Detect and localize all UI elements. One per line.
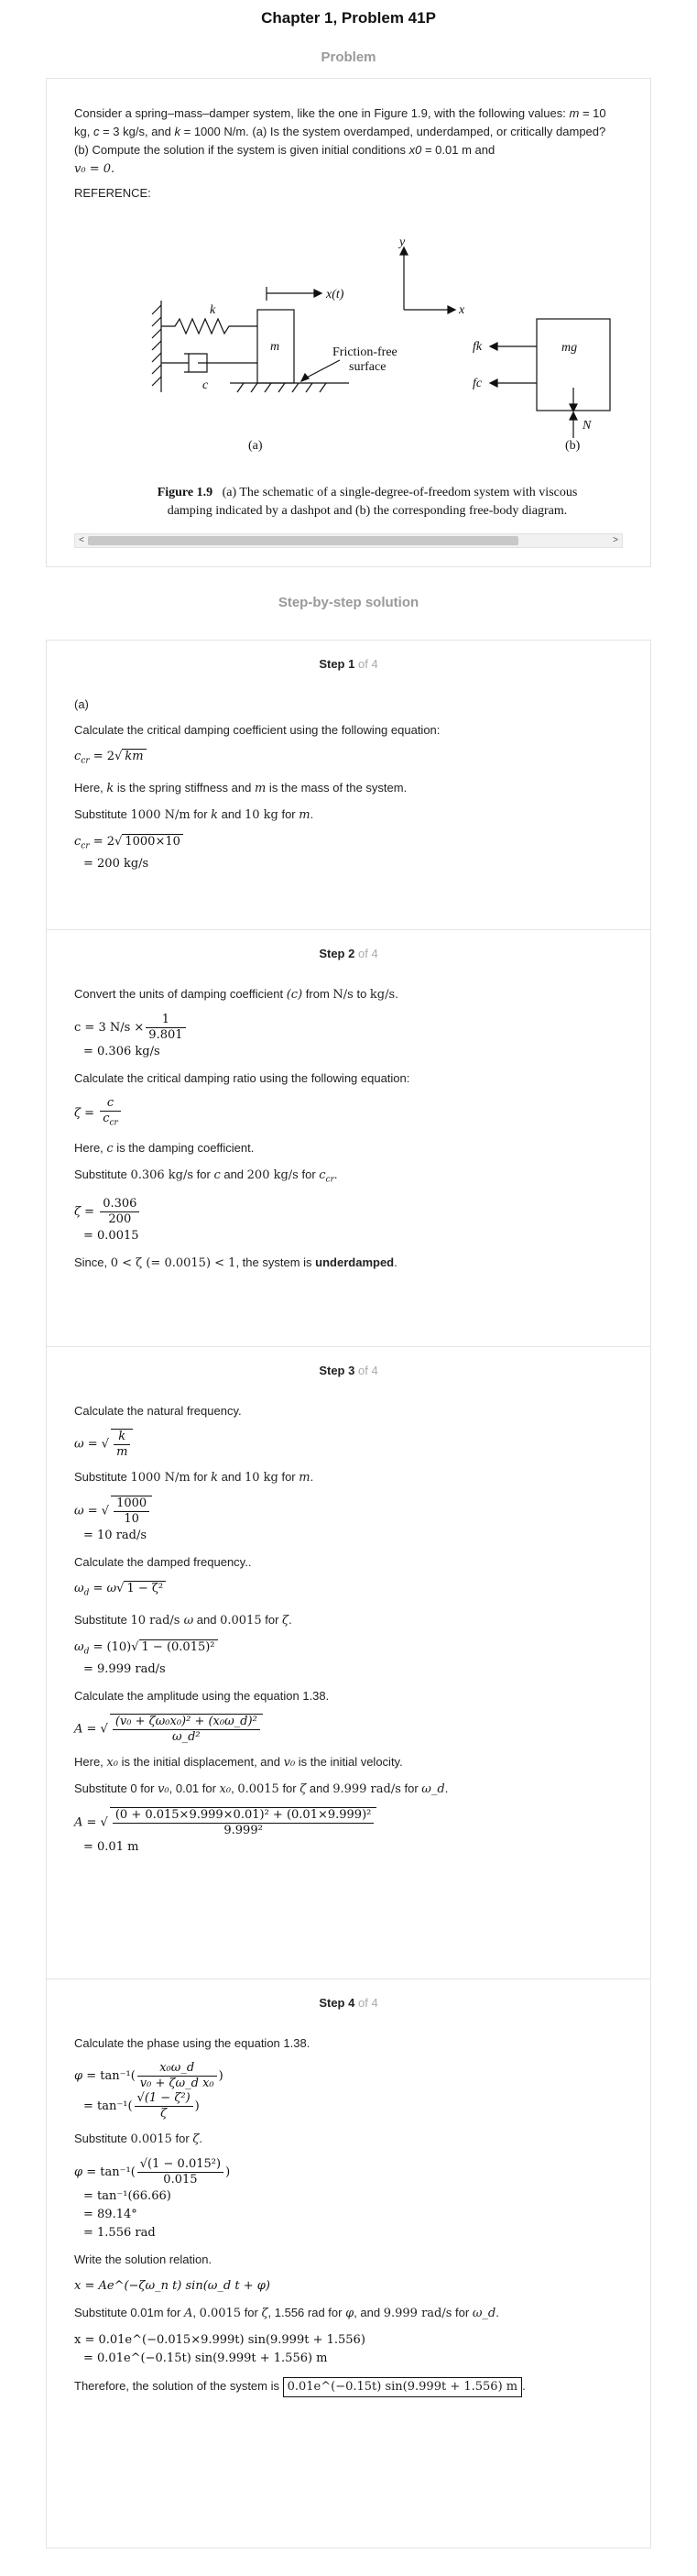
s3-eq3-rhs: = ω xyxy=(89,1582,117,1595)
s3-l2h: m xyxy=(299,1471,310,1485)
figure-diagram xyxy=(74,209,660,484)
problem-text-2: = 10 kg, xyxy=(74,106,606,138)
step-word: Step xyxy=(319,1996,345,2010)
s2-eq1-result: = 0.306 kg/s xyxy=(83,1045,160,1058)
problem-text-1: Consider a spring–mass–damper system, like the one in Figure 1.9, with the following values: xyxy=(74,106,570,120)
problem-x0: x0 xyxy=(408,143,422,157)
figure-1-9 xyxy=(74,209,660,539)
s1-l3f: 10 kg xyxy=(244,807,278,822)
s4-l4c: , xyxy=(192,2306,200,2319)
s2-l5d: underdamped xyxy=(315,1255,395,1270)
s3-l7j: 9.999 rad/s xyxy=(332,1782,401,1797)
s3-eq4: $\omega_d = (10)√$ 1 − (0.015)² = 9.999 rad/s xyxy=(74,1639,623,1680)
s4-line1: Calculate the phase using the equation 1.38. xyxy=(74,2036,310,2050)
fig-friction-1: Friction-free xyxy=(332,345,398,359)
s1-l3d: k xyxy=(211,807,219,822)
s4-eq2-tan: = tan⁻¹ xyxy=(83,2099,128,2113)
step-number: 2 xyxy=(348,947,355,960)
s3-l7c: , 0.01 for xyxy=(169,1781,220,1796)
s3-eq2-den: 10 xyxy=(124,1512,139,1526)
s3-line5: Calculate the amplitude using the equation 1.38. xyxy=(74,1689,330,1704)
spring xyxy=(161,319,257,334)
s2-eq2-num: c xyxy=(100,1096,121,1112)
s4-l4e: for xyxy=(241,2306,262,2319)
s2-eq1 xyxy=(74,1013,623,1061)
problem-text-5: = 0.01 m and xyxy=(421,143,496,157)
s3-l7a: Substitute 0 for xyxy=(74,1781,158,1796)
s2-eq3-num: 0.306 xyxy=(100,1197,139,1212)
s4-eq2-den: ζ xyxy=(160,2107,168,2121)
fig-c-label: c xyxy=(202,378,209,392)
s1-eq2-sub: cr xyxy=(81,841,90,851)
s3-eq4-lhs: ω xyxy=(74,1639,84,1654)
s3-line1: Calculate the natural frequency. xyxy=(74,1404,242,1418)
s3-l7f: 0.0015 xyxy=(237,1782,279,1797)
s4-eq3: φ = tan⁻¹( $\frac{\text{√(1 − 0.015²)}}{0.015}$ ) = tan⁻¹(66.66) = 89.14° = 1.556 rad xyxy=(74,2157,231,2240)
s3-eq4-sub: d xyxy=(83,1647,90,1657)
step-number: 1 xyxy=(348,657,355,671)
s3-l7b: v₀ xyxy=(158,1782,169,1797)
fig-k-label: k xyxy=(210,303,216,317)
fig-axis-x: x xyxy=(459,303,465,317)
chapter-title: Chapter 1, Problem 41P xyxy=(261,9,436,27)
scroll-right-icon[interactable]: > xyxy=(613,535,618,545)
s4-l4j: 9.999 rad/s xyxy=(383,2307,452,2320)
s4-l2e: . xyxy=(199,2132,203,2145)
s4-l5a: Therefore, the solution of the system is xyxy=(74,2379,283,2393)
s3-l4c: ω xyxy=(180,1613,194,1628)
s4-eq1-num: x₀ω_d xyxy=(137,2061,217,2077)
figure-caption xyxy=(74,484,660,521)
figure-caption-bold: Figure 1.9 xyxy=(157,486,213,499)
s3-l2b: 1000 N/m xyxy=(130,1471,191,1485)
step-4 xyxy=(47,1979,650,2548)
s1-line2 xyxy=(74,780,623,797)
reference-label: REFERENCE: xyxy=(74,186,151,200)
problem-heading: Problem xyxy=(321,49,376,65)
s1-l2e: is the mass of the system. xyxy=(266,780,408,795)
s3-l7h: ζ xyxy=(299,1782,307,1797)
s2-eq2: ζ = $\frac{c}{c_{cr}}$ xyxy=(74,1096,623,1131)
s3-l6e: is the initial velocity. xyxy=(295,1755,403,1770)
step-word: Step xyxy=(319,1364,345,1377)
s3-eq5: A = √ $\frac{\text{(v₀ + ζω₀x₀)² + (x₀ω\_d)²}}{\text{ω\_d²}}$ xyxy=(74,1714,623,1745)
s3-eq5-lhs: A xyxy=(74,1722,83,1737)
s1-l3g: for xyxy=(278,806,299,821)
s2-line2: Calculate the critical damping ratio using the following equation: xyxy=(74,1071,410,1085)
problem-text-3: = 3 kg/s, and xyxy=(99,125,175,138)
s4-eq2-frac xyxy=(135,2091,193,2121)
s4-eq5-a: x = 0.01e^(−0.015×9.999t) sin(9.999t + 1.556) xyxy=(74,2333,365,2347)
step-number: 4 xyxy=(348,1996,355,2010)
s3-eq2-frac xyxy=(111,1496,152,1527)
s2-l4g: for xyxy=(298,1167,320,1181)
fig-fc: fc xyxy=(473,377,483,390)
step-2-title xyxy=(74,947,623,960)
s2-l4f: 200 kg/s xyxy=(246,1167,299,1182)
s3-l2a: Substitute xyxy=(74,1470,131,1484)
s2-l4d: c xyxy=(213,1167,221,1182)
s4-eq5 xyxy=(74,2331,623,2368)
s3-eq1-omega: ω xyxy=(74,1437,84,1452)
s3-l4f: for xyxy=(261,1612,283,1627)
s2-l3c: is the damping coefficient. xyxy=(113,1140,255,1155)
fig-label-a: (a) xyxy=(248,439,263,453)
s1-eq2-result: = 200 kg/s xyxy=(83,857,149,871)
s2-l4h-sub: cr xyxy=(325,1175,334,1185)
s3-l7d: x₀ xyxy=(219,1782,232,1797)
s1-part: (a) xyxy=(74,697,89,711)
s2-eq3-frac xyxy=(100,1197,139,1227)
s4-eq3-r2: = 89.14° xyxy=(83,2208,137,2221)
s1-l3i: . xyxy=(310,806,314,821)
figure-caption-text-2: damping indicated by a dashpot and (b) the corresponding free-body diagram. xyxy=(167,504,568,518)
problem-text-4: = 1000 N/m. (a) Is the system overdamped, underdamped, or critically damped? (b) Compute the solution if the system is given initial conditions xyxy=(74,125,606,157)
s2-l1f: kg/s xyxy=(369,988,396,1002)
s2-l5c: , the system is xyxy=(235,1255,316,1270)
problem-statement xyxy=(74,104,623,179)
s3-eq4-result: = 9.999 rad/s xyxy=(83,1662,166,1677)
s2-l1e: to xyxy=(353,987,370,1001)
fig-n: N xyxy=(583,419,592,433)
s2-eq3: ζ = $\frac{0.306}{200}$ = 0.0015 xyxy=(74,1197,139,1244)
s4-l4b: A xyxy=(183,2307,193,2320)
s1-l2c: is the spring stiffness and xyxy=(114,780,255,795)
s4-l4h: φ xyxy=(345,2307,354,2320)
step-2 xyxy=(47,930,650,1347)
s3-l2c: for xyxy=(190,1470,212,1484)
s4-l4f: ζ xyxy=(261,2307,268,2320)
steps-card xyxy=(46,640,651,2549)
solution-heading: Step-by-step solution xyxy=(278,595,419,610)
s2-line3 xyxy=(74,1140,623,1157)
s3-eq5-num: (v₀ + ζω₀x₀)² + (x₀ω_d)² xyxy=(113,1715,260,1730)
s4-l2b: 0.0015 xyxy=(130,2132,172,2146)
s4-eq1-phi: φ xyxy=(74,2069,83,2083)
step-1-title xyxy=(74,657,623,671)
s3-l2i: . xyxy=(310,1470,314,1484)
s2-l5a: Since, xyxy=(74,1255,111,1270)
s3-eq6-lhs: A xyxy=(74,1815,83,1830)
s2-l4c: for xyxy=(193,1167,214,1181)
s2-l5b: 0 < ζ (= 0.0015) < 1 xyxy=(110,1256,236,1271)
s3-eq3-lhs: ω xyxy=(74,1582,84,1595)
s4-line5 xyxy=(74,2377,623,2397)
s2-eq3-result: = 0.0015 xyxy=(83,1229,139,1244)
s4-l4a: Substitute 0.01m for xyxy=(74,2306,184,2319)
s2-eq2-den xyxy=(100,1112,121,1131)
s3-l7m: . xyxy=(444,1781,449,1796)
s2-l4i: . xyxy=(333,1167,338,1181)
s4-l2a: Substitute xyxy=(74,2132,131,2145)
problem-card xyxy=(46,78,651,567)
fig-mg: mg xyxy=(561,341,578,355)
s4-l4d: 0.0015 xyxy=(199,2307,242,2320)
s2-l3a: Here, xyxy=(74,1140,107,1155)
problem-c-symbol: c xyxy=(93,125,100,138)
s4-final-answer: 0.01e^(−0.15t) sin(9.999t + 1.556) m xyxy=(283,2377,523,2397)
s3-eq2: ω = √ $\frac{1000}{10}$ = 10 rad/s xyxy=(74,1496,623,1545)
s3-l7e: , xyxy=(231,1781,238,1796)
step-3-title xyxy=(74,1364,623,1377)
s4-eq1: φ = tan⁻¹( $\frac{\text{x₀ω\_d}}{\text{v₀ + ζω\_d x₀}}$ ) = tan⁻¹( $\frac{\text{√(1 − ζ²)}}{\zeta}$ ) xyxy=(74,2061,223,2121)
step-word: Step xyxy=(319,657,345,671)
s4-eq2-num: √(1 − ζ²) xyxy=(135,2091,193,2107)
s3-l2f: 10 kg xyxy=(244,1471,278,1485)
s1-eq1: $c_{cr} = 2√$ km xyxy=(74,748,623,771)
s4-eq1-den: v₀ + ζω_d x₀ xyxy=(139,2077,214,2090)
s4-eq3-r1: = tan⁻¹(66.66) xyxy=(83,2189,171,2203)
s4-eq3-phi: φ xyxy=(74,2165,83,2179)
s3-eq3-rad: 1 − ζ² xyxy=(124,1581,166,1595)
s2-l4b: 0.306 kg/s xyxy=(130,1167,194,1182)
s2-eq2-zeta: ζ xyxy=(74,1106,82,1121)
s4-l4k: for xyxy=(452,2306,473,2319)
s4-eq3-frac xyxy=(137,2157,223,2187)
s1-line3 xyxy=(74,806,623,824)
s3-eq6-frac xyxy=(110,1807,377,1838)
s1-eq1-rhs: = 2 xyxy=(89,750,115,763)
step-number: 3 xyxy=(348,1364,355,1377)
scroll-left-icon[interactable]: < xyxy=(79,535,84,545)
s3-eq4-rad: 1 − (0.015)² xyxy=(139,1639,218,1654)
s3-l2g: for xyxy=(278,1470,299,1484)
s2-eq1-lhs: c = 3 N/s × xyxy=(74,1021,145,1035)
s3-line2 xyxy=(74,1469,623,1486)
s2-eq1-frac xyxy=(146,1013,185,1043)
s2-eq3-zeta: ζ xyxy=(74,1205,82,1220)
s4-line4 xyxy=(74,2305,623,2322)
s4-eq3-num: √(1 − 0.015²) xyxy=(137,2157,223,2173)
s4-eq3-r3: = 1.556 rad xyxy=(83,2226,156,2240)
s2-l1b: (c) xyxy=(286,988,303,1002)
s1-l2b: k xyxy=(106,781,114,795)
s3-eq1-den: m xyxy=(116,1445,128,1459)
s2-l4a: Substitute xyxy=(74,1167,131,1181)
problem-k-symbol: k xyxy=(174,125,180,138)
s3-l7k: for xyxy=(400,1781,422,1796)
s3-l6d: v₀ xyxy=(283,1756,296,1770)
s1-l3b: 1000 N/m xyxy=(130,807,191,822)
s2-l1d: N/s xyxy=(332,988,354,1002)
s2-line4 xyxy=(74,1167,623,1189)
s2-eq1-num: 1 xyxy=(146,1013,185,1028)
step-of-label: of 4 xyxy=(357,1996,378,2010)
s3-l7l: ω_d xyxy=(421,1782,445,1797)
s4-l4m: . xyxy=(496,2306,499,2319)
s4-eq4: x = Ae^(−ζω_n t) sin(ω_d t + φ) xyxy=(74,2279,270,2293)
s4-l5c: . xyxy=(522,2379,526,2393)
s4-eq3-den: 0.015 xyxy=(163,2173,198,2187)
s4-l2d: ζ xyxy=(192,2132,200,2146)
s3-l4d: and xyxy=(193,1612,221,1627)
s3-l2e: and xyxy=(218,1470,245,1484)
step-of-label: of 4 xyxy=(357,947,378,960)
fig-axis-y: y xyxy=(399,236,406,249)
s4-eq1-frac xyxy=(137,2061,217,2091)
s4-eq1-tan: = tan⁻¹ xyxy=(82,2069,131,2083)
s3-eq6-den: 9.999² xyxy=(223,1824,263,1838)
s4-l4i: , and xyxy=(354,2306,384,2319)
s3-l4g: ζ xyxy=(282,1613,289,1628)
s3-eq3-sub: d xyxy=(83,1588,90,1598)
s3-l4a: Substitute xyxy=(74,1612,131,1627)
s2-eq1-den: 9.801 xyxy=(148,1028,183,1042)
s3-eq2-result: = 10 rad/s xyxy=(83,1529,147,1542)
s1-eq1-sub: cr xyxy=(81,756,90,766)
s2-eq2-den-c: c xyxy=(103,1112,110,1125)
s3-line3: Calculate the damped frequency.. xyxy=(74,1555,252,1569)
s3-l6c: is the initial displacement, and xyxy=(117,1755,284,1770)
s2-l4e: and xyxy=(220,1167,247,1181)
s2-l1a: Convert the units of damping coefficient xyxy=(74,987,287,1001)
s3-l6b: x₀ xyxy=(106,1756,118,1770)
s4-l4g: , 1.556 rad for xyxy=(267,2306,346,2319)
s1-l3a: Substitute xyxy=(74,806,131,821)
s3-eq6: A = √ $\frac{\text{(0 + 0.015×9.999×0.01)² + (0.01×9.999)²}}{\text{9.999²}}$ = 0.01 m xyxy=(74,1807,623,1857)
s1-l3e: and xyxy=(218,806,245,821)
problem-v0-equation: v₀ = 0. xyxy=(74,162,115,176)
step-of-label: of 4 xyxy=(357,1364,378,1377)
s3-eq5-den: ω_d² xyxy=(172,1730,201,1745)
s4-line2 xyxy=(74,2131,623,2148)
s2-line5 xyxy=(74,1255,623,1272)
s2-l3b: c xyxy=(106,1141,114,1156)
step-4-title xyxy=(74,1996,623,2010)
s3-line7 xyxy=(74,1781,623,1798)
s2-eq2-den-sub: cr xyxy=(109,1118,118,1128)
step-word: Step xyxy=(319,947,345,960)
s3-l7g: for xyxy=(278,1781,300,1796)
s2-line1 xyxy=(74,986,623,1003)
s2-eq2-frac xyxy=(100,1096,121,1131)
s4-l4l: ω_d xyxy=(472,2307,496,2320)
s2-eq3-den: 200 xyxy=(108,1212,132,1227)
s3-eq1-num: k xyxy=(114,1430,130,1445)
s3-line6 xyxy=(74,1754,623,1771)
scroll-thumb[interactable] xyxy=(88,536,518,545)
fig-m-label: m xyxy=(270,340,280,354)
horizontal-scrollbar[interactable] xyxy=(74,533,623,548)
s3-eq1-frac xyxy=(111,1429,133,1460)
s3-eq3: $\omega_d = \omega√$ 1 − ζ² xyxy=(74,1580,623,1603)
s4-l2c: for xyxy=(171,2132,193,2145)
s1-eq2-rad: 1000×10 xyxy=(122,834,183,849)
fig-friction-2: surface xyxy=(349,360,387,374)
s3-eq2-num: 1000 xyxy=(114,1496,149,1512)
s2-l1g: . xyxy=(395,987,398,1001)
s3-l4e: 0.0015 xyxy=(220,1613,262,1628)
s3-l2d: k xyxy=(211,1471,219,1485)
s3-eq6-result: = 0.01 m xyxy=(83,1840,139,1855)
step-1 xyxy=(47,641,650,930)
s1-eq2: $c_{cr} = 2√$ 1000×10 = 200 kg/s xyxy=(74,833,623,874)
figure-caption-text: (a) The schematic of a single-degree-of-freedom system with viscous xyxy=(222,486,578,499)
s3-l4h: . xyxy=(289,1612,292,1627)
problem-m-symbol: m xyxy=(569,106,580,120)
s2-l5e: . xyxy=(394,1255,398,1270)
s1-l3h: m xyxy=(299,807,310,822)
fig-label-b: (b) xyxy=(565,439,581,453)
s3-line4 xyxy=(74,1612,623,1629)
s1-l2a: Here, xyxy=(74,780,107,795)
fig-fk: fk xyxy=(473,340,483,354)
s3-l7i: and xyxy=(306,1781,333,1796)
s1-eq1-lhs: c xyxy=(74,750,82,763)
s1-line1: Calculate the critical damping coefficient using the following equation: xyxy=(74,723,441,737)
s1-l3c: for xyxy=(190,806,212,821)
s1-eq1-rad: km xyxy=(122,749,146,763)
s1-eq2-lhs: c xyxy=(74,834,82,849)
s3-eq1: ω = √ $\frac{k}{m}$ xyxy=(74,1429,623,1460)
s4-line3: Write the solution relation. xyxy=(74,2253,212,2266)
s2-l4h: c xyxy=(319,1167,326,1182)
s1-eq2-rhs: = 2 xyxy=(89,834,115,849)
s3-l6a: Here, xyxy=(74,1755,107,1770)
s1-l2d: m xyxy=(254,781,267,795)
s3-eq4-rhs: = (10) xyxy=(89,1639,132,1654)
step-of-label: of 4 xyxy=(357,657,378,671)
fig-xt-label: x(t) xyxy=(326,288,344,301)
s3-eq2-omega: ω xyxy=(74,1504,84,1518)
s3-l4b: 10 rad/s xyxy=(130,1613,180,1628)
s4-eq5-b: = 0.01e^(−0.15t) sin(9.999t + 1.556) m xyxy=(83,2351,328,2365)
step-3 xyxy=(47,1347,650,1979)
s3-eq6-num: (0 + 0.015×9.999×0.01)² + (0.01×9.999)² xyxy=(113,1808,375,1824)
s4-eq3-tan: = tan⁻¹ xyxy=(82,2165,131,2179)
s3-eq5-frac xyxy=(110,1714,263,1745)
s2-l1c: from xyxy=(302,987,333,1001)
